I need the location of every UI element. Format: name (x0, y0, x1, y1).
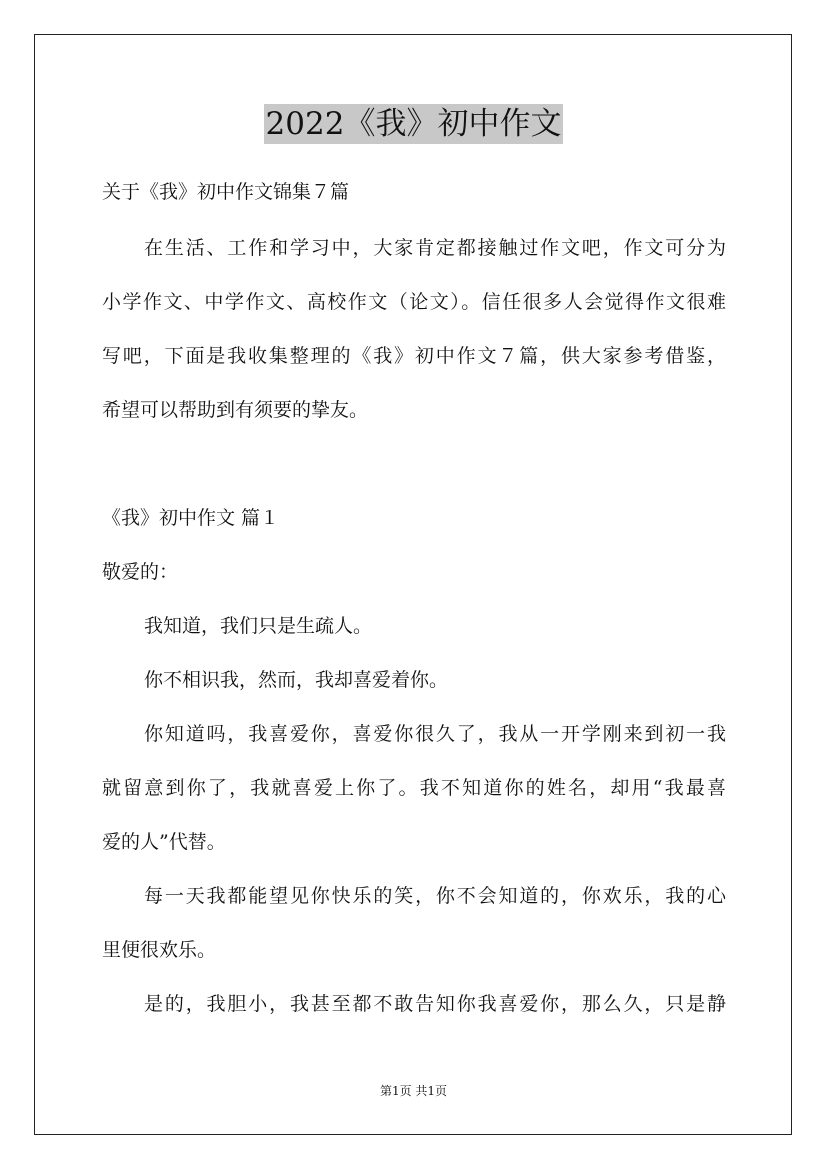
paragraph-line: 爱的人”代替。 (102, 831, 226, 853)
paragraph-line: 就留意到你了，我就喜爱上你了。我不知道你的姓名，却用“我最喜 (102, 777, 726, 799)
paragraph-line: 在生活、工作和学习中，大家肯定都接触过作文吧，作文可分为 (144, 237, 726, 259)
salutation-line: 敬爱的： (102, 561, 179, 583)
paragraph-line: 我知道，我们只是生疏人。 (144, 615, 373, 637)
paragraph-line: 小学作文、中学作文、高校作文（论文）。信任很多人会觉得作文很难 (102, 291, 726, 313)
title-container (0, 104, 827, 144)
subtitle-line: 关于《我》初中作文锦集７篇 (102, 181, 350, 203)
paragraph-line: 你知道吗，我喜爱你，喜爱你很久了，我从一开学刚来到初一我 (144, 723, 726, 745)
paragraph-line: 是的，我胆小，我甚至都不敢告知你我喜爱你，那么久，只是静 (144, 993, 726, 1015)
paragraph-line: 写吧，下面是我收集整理的《我》初中作文７篇，供大家参考借鉴， (102, 345, 726, 367)
document-title: 2022《我》初中作文 (265, 106, 562, 142)
paragraph-line: 每一天我都能望见你快乐的笑，你不会知道的，你欢乐，我的心 (144, 885, 726, 907)
page-footer: 第1页 共1页 (379, 1084, 448, 1098)
section-heading: 《我》初中作文 篇１ (102, 507, 280, 529)
paragraph-line: 里便很欢乐。 (102, 939, 217, 961)
paragraph-line: 你不相识我，然而，我却喜爱着你。 (144, 669, 449, 691)
paragraph-line: 希望可以帮助到有须要的挚友。 (102, 399, 369, 421)
